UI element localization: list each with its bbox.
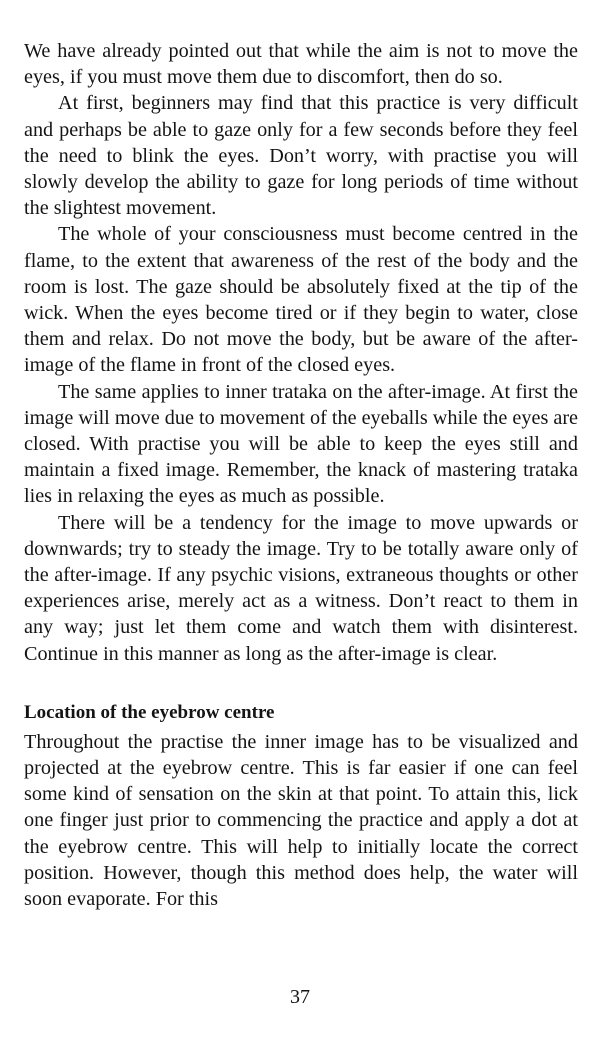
paragraph: We have already pointed out that while the aim is not to move the eyes, if you must move them due to discomfort, then do so. [24, 40, 578, 89]
paragraph: The whole of your consciousness must become centred in the flame, to the extent that awareness of the rest of the body and the room is lost. The gaze should be absolutely fixed at the tip of the wick. When the eyes become tired or if they begin to water, close them and relax. Do not move the body, but be aware of the after-image of the flame in front of the closed eyes. [24, 223, 578, 377]
paragraph: Throughout the practise the inner image has to be visualized and projected at the eyebrow centre. This is far easier if one can feel some kind of sensation on the skin at that point. To attain this, lick one finger just prior to commencing the practice and apply a dot at the eyebrow centre. This will help to initially locate the correct position. However, though this method does help, the water will soon evaporate. For this [24, 730, 578, 911]
paragraph: There will be a tendency for the image to move upwards or downwards; try to steady the image. Try to be totally aware only of the after-image. If any psychic visions, extraneous thoughts or other experiences arise, merely act as a witness. Don’t react to them in any way; just let them come and watch them with disinterest. Continue in this manner as long as the after-image is clear. [24, 511, 578, 665]
section-heading: Location of the eyebrow centre [24, 701, 275, 723]
paragraph: The same applies to inner trataka on the after-image. At first the image will move due to movement of the eyeballs while the eyes are closed. With practise you will be able to keep the eyes still and maintain a fixed image. Remember, the knack of mastering trataka lies in relaxing the eyes as much as possible. [24, 380, 578, 508]
paragraph: At first, beginners may find that this practice is very difficult and perhaps be able to gaze only for a few seconds before they feel the need to blink the eyes. Don’t worry, with practise you will slowly develop the ability to gaze for long periods of time without the slightest movement. [24, 92, 578, 220]
page-body [24, 38, 578, 912]
page-number: 37 [290, 986, 310, 1008]
